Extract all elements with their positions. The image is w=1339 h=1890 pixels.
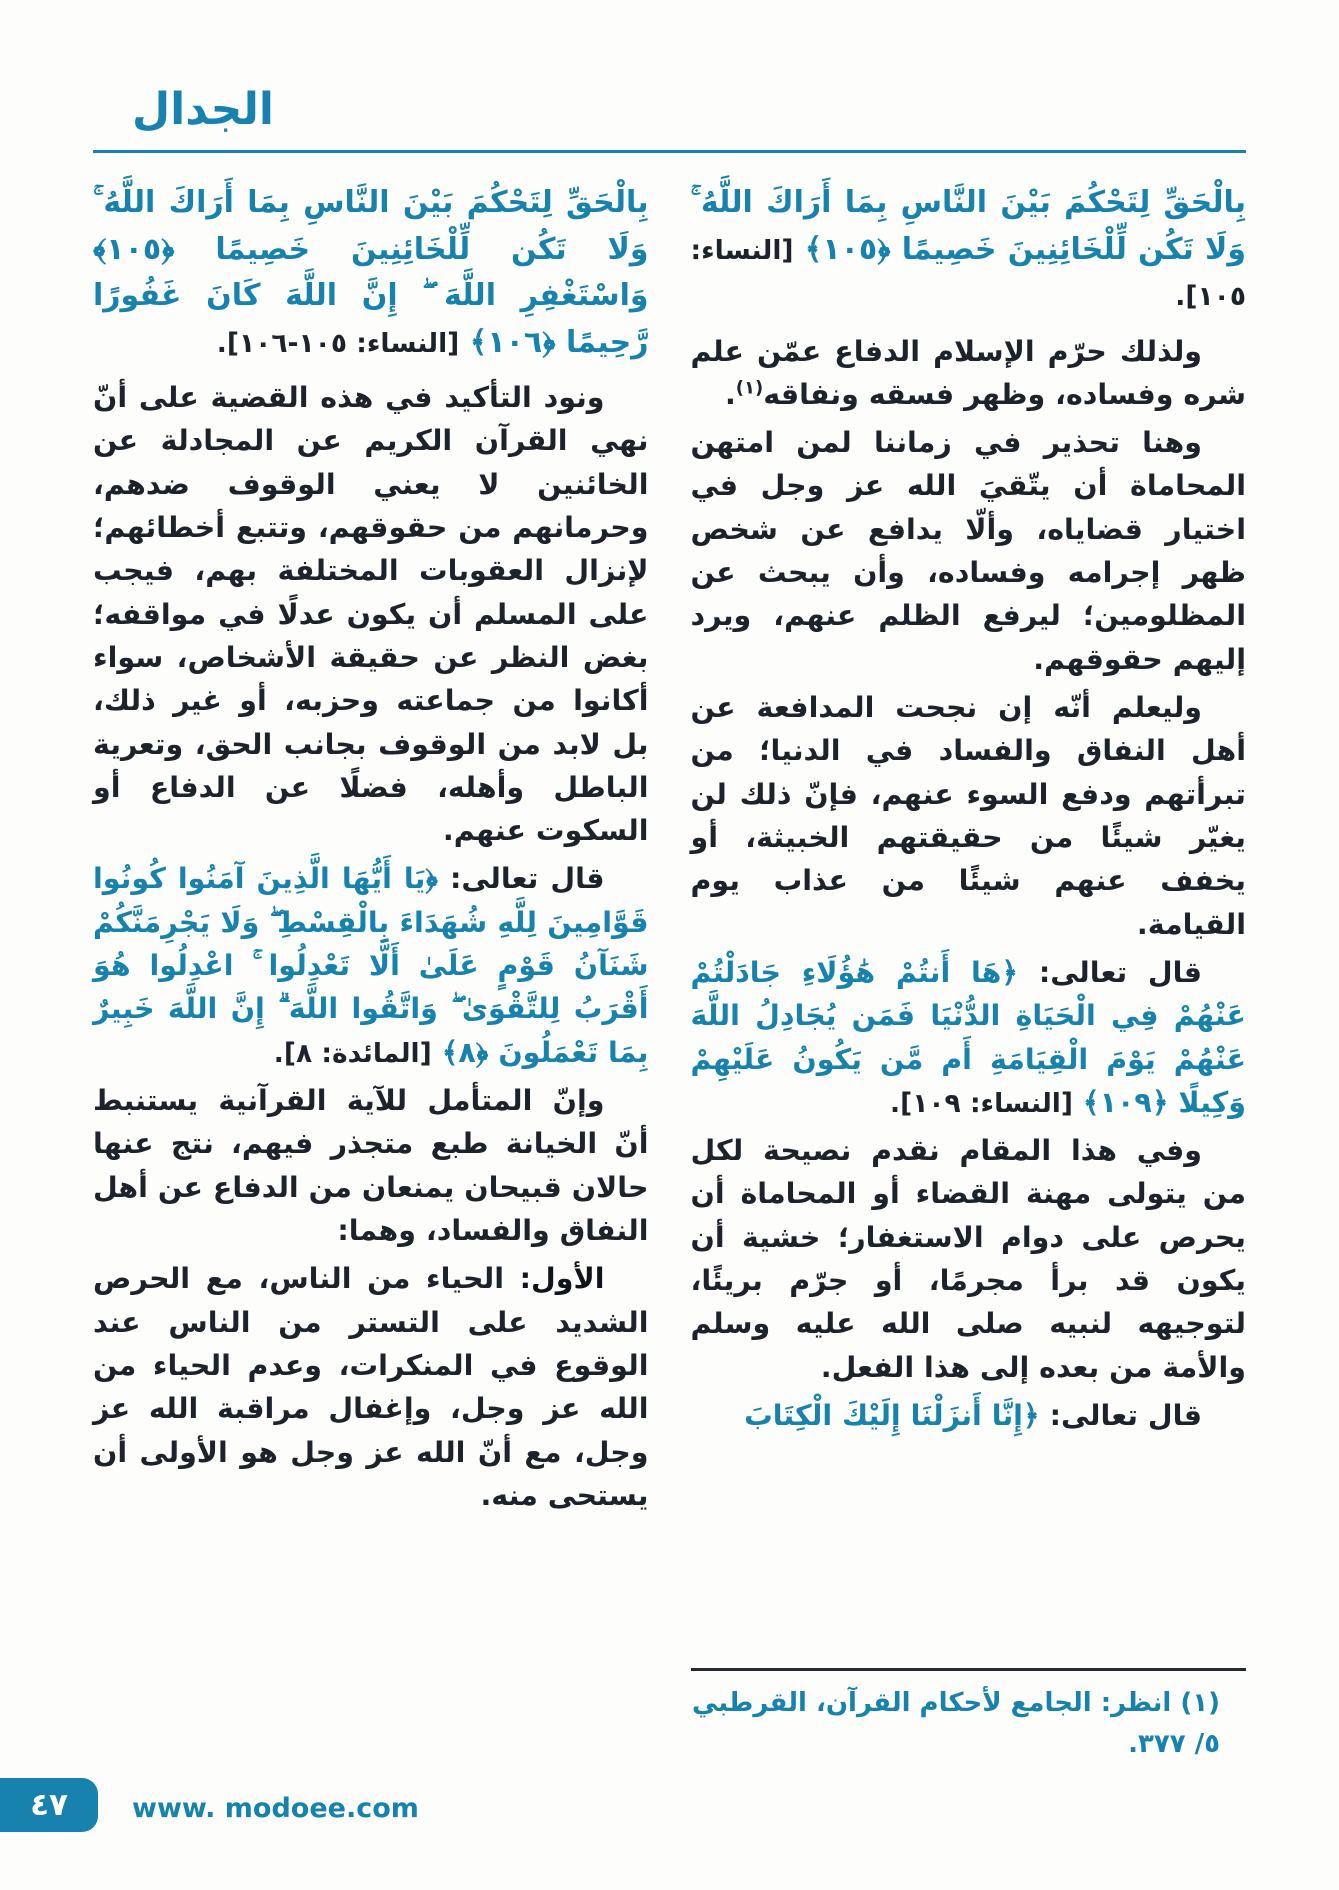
verse-citation: [النساء: ١٠٩].: [890, 1087, 1073, 1119]
page-content: [93, 180, 1246, 1766]
page-number: ٤٧: [30, 1787, 68, 1823]
quote-paragraph: [691, 951, 1247, 1124]
paragraph: ونود التأكيد في هذه القضية على أنّ نهي القرآن الكريم عن المجادلة عن الخائنين لا يعني الوقوف ضدهم، وحرمانهم من حقوقهم، وتتبع أخطائهم؛ لإنزال العقوبات المختلفة بهم، فيجب على المسلم أن يكون عدلًا في مواقفه؛ بغض النظر عن حقيقة الأشخاص، سواء أكانوا من جماعته وحزبه، أو غير ذلك، بل لابد من الوقوف بجانب الحق، وتعرية الباطل وأهله، فضلًا عن الدفاع أو السكوت عنهم.: [93, 381, 649, 848]
paragraph: وهنا تحذير في زماننا لمن امتهن المحاماة أن يتّقيَ الله عز وجل في اختيار قضاياه، وألّا يدافع عن شخص ظهر إجرامه وفساده، وأن يبحث عن المظلومين؛ ليرفع الظلم عنهم، ويرد إليهم حقوقهم.: [690, 426, 1246, 676]
left-column: [93, 180, 649, 1766]
paragraph: وإنّ المتأمل للآية القرآنية يستنبط أنّ الخيانة طبع متجذر فيهم، نتج عنها حالان قبيحان يمنعان من الدفاع عن أهل النفاق والفساد، وهما:: [92, 1084, 649, 1247]
footnote-block: [691, 1650, 1247, 1766]
verse-text: ﴿يَا أَيُّهَا الَّذِينَ آمَنُوا كُونُوا قَوَّامِينَ لِلَّهِ شُهَدَاءَ بِالْقِسْطِ ۖ وَلَا يَجْرِمَنَّكُمْ شَنَآنُ قَوْمٍ عَلَىٰ أَلَّا تَعْدِلُوا ۚ اعْدِلُوا هُوَ أَقْرَبُ لِلتَّقْوَىٰ ۖ وَاتَّقُوا اللَّهَ ۗ إِنَّ اللَّهَ خَبِيرٌ بِمَا تَعْمَلُونَ ﴿٨﴾: [93, 862, 649, 1069]
header-divider: [93, 150, 1246, 153]
right-column: [691, 180, 1247, 1766]
paragraph-text: الحياء من الناس، مع الحرص الشديد على التستر من الناس عند الوقوع في المنكرات، وعدم الحياء من الله عز وجل، وإغفال مراقبة الله عز وجل، مع أنّ الله عز وجل هو الأولى أن يستحى منه.: [93, 1262, 649, 1512]
page-number-tab: [0, 1778, 98, 1832]
paragraph: [691, 330, 1247, 417]
verse-text: بِالْحَقِّ لِتَحْكُمَ بَيْنَ النَّاسِ بِمَا أَرَاكَ اللَّهُ ۚ وَلَا تَكُن لِّلْخَائِنِينَ خَصِيمًا ﴿١٠٥﴾: [690, 185, 1246, 267]
verse-citation: [المائدة: ٨].: [273, 1037, 432, 1069]
website-url: www. modoee.com: [132, 1793, 419, 1824]
verse-text: بِالْحَقِّ لِتَحْكُمَ بَيْنَ النَّاسِ بِمَا أَرَاكَ اللَّهُ ۚ وَلَا تَكُن لِّلْخَائِنِينَ خَصِيمًا ﴿١٠٥﴾ وَاسْتَغْفِرِ اللَّهَ ۖ إِنَّ اللَّهَ كَانَ غَفُورًا رَّحِيمًا ﴿١٠٦﴾: [93, 185, 649, 360]
qala-taala-label: قال تعالى:: [1049, 1399, 1202, 1432]
verse-citation: [النساء: ١٠٥-١٠٦].: [216, 327, 460, 359]
verse-text: ﴿إِنَّا أَنزَلْنَا إِلَيْكَ الْكِتَابَ: [744, 1399, 1040, 1432]
qala-taala-label: قال تعالى:: [449, 862, 605, 896]
quran-verse-top-left: [93, 180, 649, 366]
verse-text: ﴿هَا أَنتُمْ هَٰؤُلَاءِ جَادَلْتُمْ عَنْهُمْ فِي الْحَيَاةِ الدُّنْيَا فَمَن يُجَادِلُ اللَّهَ عَنْهُمْ يَوْمَ الْقِيَامَةِ أَم مَّن يَكُونُ عَلَيْهِمْ وَكِيلًا ﴿١٠٩﴾: [690, 955, 1246, 1119]
paragraph: وليعلم أنّه إن نجحت المدافعة عن أهل النفاق والفساد في الدنيا؛ من تبرأتهم ودفع السوء عنهم، فإنّ ذلك لن يغيّر شيئًا من حقيقتهم الخبيثة، أو يخفف عنهم شيئًا من عذاب يوم القيامة.: [690, 691, 1246, 941]
quran-verse-top-right: [691, 180, 1247, 320]
quote-paragraph: [691, 1394, 1247, 1437]
paragraph: وفي هذا المقام نقدم نصيحة لكل من يتولى مهنة القضاء أو المحاماة أن يحرص على دوام الاستغفار؛ خشية أن يكون قد برأ مجرمًا، أو جرّم بريئًا، لتوجيهه لنبيه صلى الله عليه وسلم والأمة من بعده إلى هذا الفعل.: [690, 1134, 1246, 1384]
paragraph: [93, 1257, 649, 1517]
quote-paragraph: [93, 857, 649, 1074]
footnote-divider: [691, 1668, 1247, 1671]
verse-citation: [النساء: ١٠٥].: [690, 234, 1246, 312]
paragraph-lead: الأول:: [519, 1262, 605, 1296]
qala-taala-label: قال تعالى:: [1038, 955, 1203, 989]
paragraph-text: .: [724, 377, 736, 411]
chapter-title: الجدال: [132, 84, 274, 135]
paragraph-text: ولذلك حرّم الإسلام الدفاع عمّن علم شره وفساده، وظهر فسقه ونفاقه: [690, 334, 1246, 411]
footnote-ref: (١): [735, 377, 764, 399]
footnote-text: (١) انظر: الجامع لأحكام القرآن، القرطبي ٥/ ٣٧٧.: [691, 1687, 1220, 1760]
